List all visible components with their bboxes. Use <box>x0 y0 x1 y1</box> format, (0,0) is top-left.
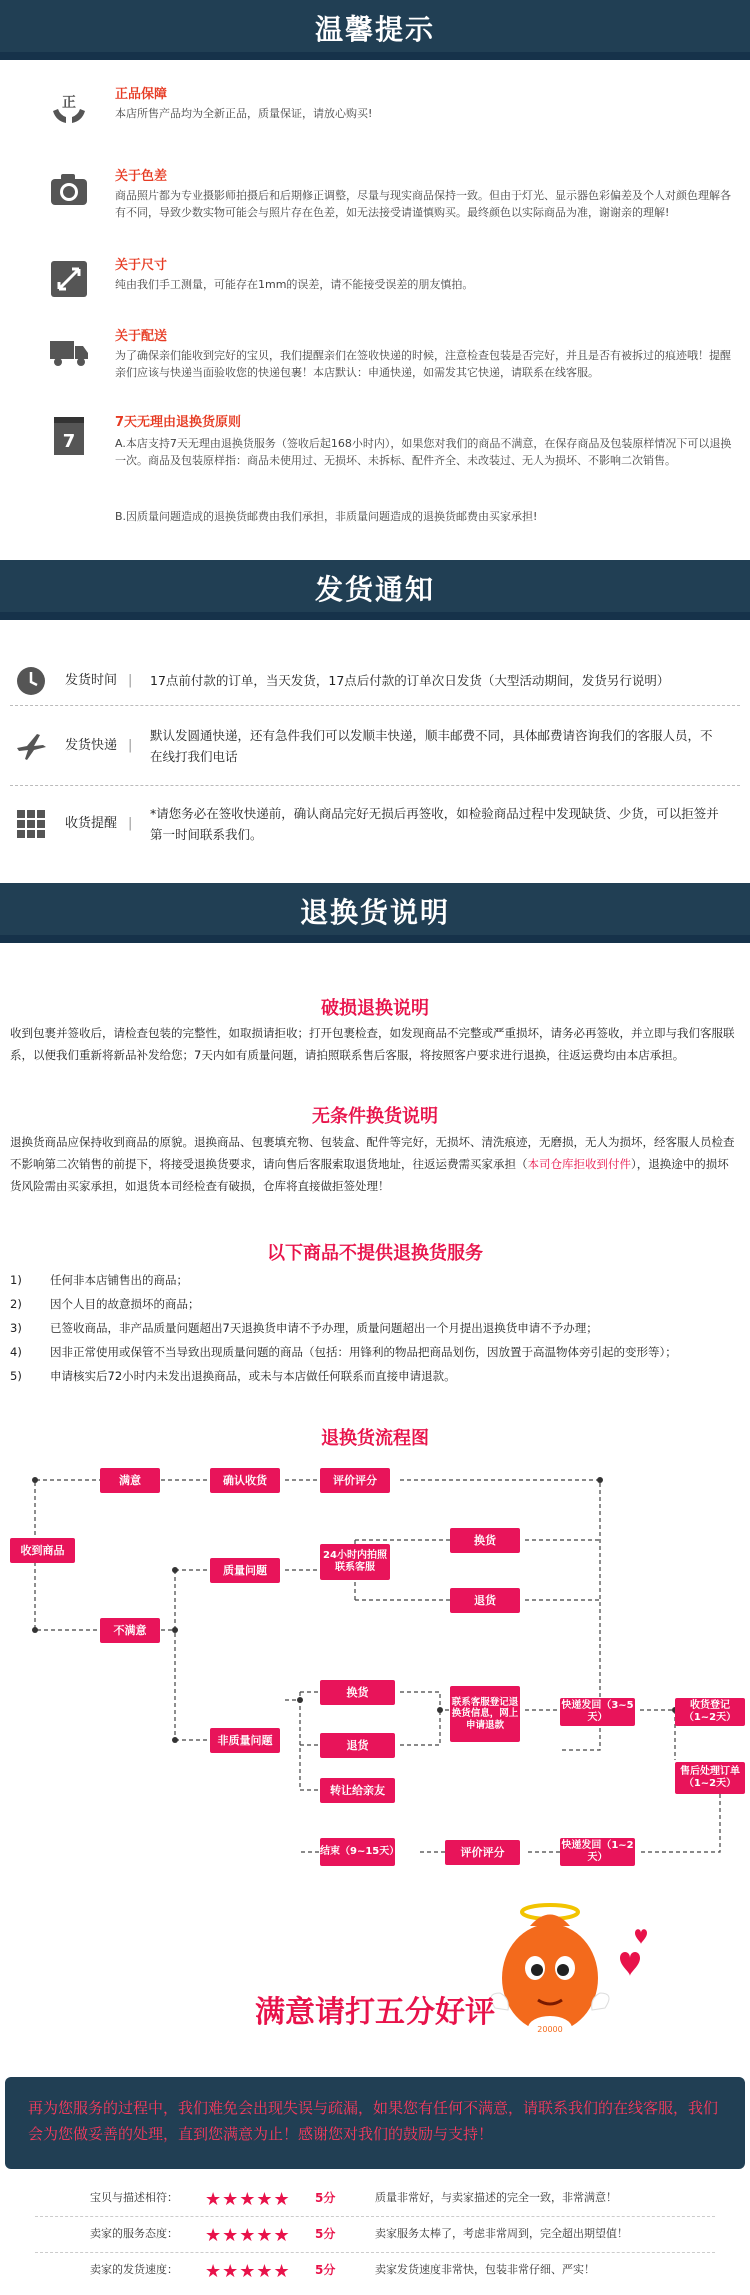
divider <box>35 2252 715 2253</box>
notice-title: 7天无理由退换货原则 <box>115 415 242 430</box>
noreason-text <box>10 1132 740 1198</box>
grid-icon <box>15 808 47 840</box>
list-num: 5) <box>10 1369 22 1383</box>
list-text: 申请核实后72小时内未发出退换商品，或未与本店做任何联系而直接申请退款。 <box>50 1369 456 1383</box>
divider <box>35 2216 715 2217</box>
flow-after-sale: 售后处理订单（1~2天） <box>675 1762 745 1794</box>
list-num: 4) <box>10 1345 22 1359</box>
notice-color <box>48 167 738 237</box>
notice-title: 关于尺寸 <box>115 258 168 273</box>
rating-score: 5分 <box>315 2191 336 2205</box>
stars-icon: ★★★★★ <box>205 2189 291 2210</box>
ratings-table <box>35 2180 715 2285</box>
genuine-icon <box>48 87 90 129</box>
flow-receive-reg: 收货登记（1~2天） <box>675 1698 745 1726</box>
stars-icon: ★★★★★ <box>205 2225 291 2246</box>
rating-score: 5分 <box>315 2227 336 2241</box>
notice-7day <box>48 413 738 533</box>
divider <box>10 785 740 786</box>
ship-text: 默认发圆通快递，还有急件我们可以发顺丰快递，顺丰邮费不同，具体邮费请咨询我们的客服人员，不在线打我们电话 <box>150 728 713 764</box>
flow-unsatisfied: 不满意 <box>100 1618 160 1643</box>
ship-label: 发货快递 <box>65 738 118 753</box>
clock-icon <box>15 665 47 697</box>
rating-row <box>35 2222 750 2250</box>
ship-text: *请您务必在签收快递前，确认商品完好无损后再签收，如检验商品过程中发现缺货、少货，可以拒签并第一时间联系我们。 <box>150 806 719 842</box>
damage-text: 收到包裹并签收后，请检查包装的完整性，如取损请拒收；打开包裹检查，如发现商品不完整或严重损坏，请务必再签收，并立即与我们客服联系，以便我们重新将新品补发给您；7天内如有质量问题，请拍照联系售后客服，将按照客户要求进行退换，往返运费均由本店承担。 <box>10 1026 735 1062</box>
flow-transfer: 转让给亲友 <box>320 1778 395 1803</box>
flow-refund: 退货 <box>450 1588 520 1613</box>
flow-rate: 评价评分 <box>320 1468 390 1493</box>
rating-comment: 卖家服务太棒了，考虑非常周到，完全超出期望值！ <box>375 2227 628 2240</box>
flow-ship-back2: 快递发回（1~2天） <box>560 1838 635 1866</box>
flow-satisfied: 满意 <box>100 1468 160 1493</box>
review-headline: 满意请打五分好评 <box>255 1995 495 2030</box>
notice-body: 商品照片都为专业摄影师拍摄后和后期修正调整，尽量与现实商品保持一致。但由于灯光、显示器色彩偏差及个人对颜色理解各有不同，导致少数实物可能会与照片存在色差，如无法接受请谨慎购买。最终颜色以实际商品为准，谢谢亲的理解! <box>115 189 731 220</box>
flow-title: 退换货流程图 <box>321 1428 429 1449</box>
notice-title: 关于配送 <box>115 329 168 344</box>
rating-comment: 卖家发货速度非常快，包装非常仔细、严实！ <box>375 2263 595 2276</box>
notice-size <box>48 256 738 306</box>
rating-label: 卖家的发货速度： <box>90 2263 178 2276</box>
noreason-title: 无条件换货说明 <box>312 1106 438 1127</box>
seven-day-icon <box>48 415 90 457</box>
rating-label: 宝贝与描述相符： <box>90 2191 178 2204</box>
flow-quality: 质量问题 <box>210 1558 280 1583</box>
ship-label: 收货提醒 <box>65 816 118 831</box>
flow-exchange: 换货 <box>450 1528 520 1553</box>
mascot-badge: 20000 <box>537 2025 563 2034</box>
list-num: 2) <box>10 1297 22 1311</box>
truck-icon <box>48 329 90 371</box>
ship-bracket: | <box>128 673 133 688</box>
divider <box>10 705 740 706</box>
ship-row-express <box>15 720 735 776</box>
shipping-banner: 发货通知 <box>0 560 750 620</box>
tips-banner: 温馨提示 <box>0 0 750 60</box>
list-text: 因个人目的故意损坏的商品； <box>50 1297 200 1311</box>
flow-contact24: 24小时内拍照联系客服 <box>320 1544 390 1580</box>
flow-end: 结束（9~15天） <box>320 1838 395 1866</box>
flow-confirm: 确认收货 <box>210 1468 280 1493</box>
flow-ship-back: 快递发回（3~5天） <box>560 1698 635 1726</box>
rating-label: 卖家的服务态度： <box>90 2227 178 2240</box>
flow-nonquality: 非质量问题 <box>210 1728 280 1753</box>
svg-text:7: 7 <box>62 431 76 452</box>
svg-text:正: 正 <box>62 95 76 111</box>
notice-body: 纯由我们手工测量，可能存在1mm的误差，请不能接受误差的朋友慎拍。 <box>115 278 474 291</box>
ship-bracket: | <box>128 816 133 831</box>
flow-record: 联系客服登记退换货信息，网上申请退款 <box>450 1686 520 1742</box>
ship-text: 17点前付款的订单，当天发货，17点后付款的订单次日发货（大型活动期间，发货另行说明） <box>150 673 670 688</box>
noreason-text-b: ），退换途中的损坏货风险需由买家承担，如退货本司经检查有破损，仓库将直接做拒签处理！ <box>10 1156 729 1193</box>
noreason-red: 本司仓库拒收到付件 <box>527 1156 631 1171</box>
list-num: 3) <box>10 1321 22 1335</box>
notice-title: 正品保障 <box>115 87 168 102</box>
flow-refund2: 退货 <box>320 1733 395 1758</box>
flow-rate2: 评价评分 <box>445 1840 520 1865</box>
notice-body: 本店所售产品均为全新正品，质量保证，请放心购买! <box>115 107 373 120</box>
ship-row-time <box>15 655 735 711</box>
flow-received: 收到商品 <box>10 1538 75 1563</box>
returns-banner: 退换货说明 <box>0 883 750 943</box>
ship-label: 发货时间 <box>65 673 118 688</box>
notice-delivery <box>48 327 738 407</box>
plane-icon <box>15 730 47 762</box>
damage-title: 破损退换说明 <box>321 998 429 1019</box>
rating-row <box>35 2186 750 2214</box>
list-text: 已签收商品，非产品质量问题超出7天退换货申请不予办理，质量问题超出一个月提出退换货申请不予办理； <box>50 1321 598 1335</box>
list-text: 因非正常使用或保管不当导致出现质量问题的商品（包括：用锋利的物品把商品划伤，因放置于高温物体旁引起的变形等）； <box>50 1345 677 1359</box>
stars-icon: ★★★★★ <box>205 2261 291 2282</box>
notice-body: A.本店支持7天无理由退换货服务（签收后起168小时内），如果您对我们的商品不满意，在保存商品及包装原样情况下可以退换一次。商品及包装原样指：商品未使用过、无损坏、未拆标、配件齐全、未改装过、无人为损坏、不影响二次销售。 <box>115 437 732 468</box>
measure-icon <box>48 258 90 300</box>
ship-bracket: | <box>128 738 133 753</box>
list-text: 任何非本店铺售出的商品； <box>50 1273 188 1287</box>
noreason-text-a: 退换货商品应保持收到商品的原貌。退换商品、包裹填充物、包装盒、配件等完好，无损坏、清洗痕迹，无磨损，无人为损坏，经客服人员检查不影响第二次销售的前提下，将接受退换货要求，请向售后客服索取退货地址，往返运费需买家承担（ <box>10 1135 735 1171</box>
list-num: 1) <box>10 1273 22 1287</box>
rating-score: 5分 <box>315 2263 336 2277</box>
camera-icon <box>48 169 90 211</box>
notice-genuine <box>48 85 738 145</box>
rating-row <box>35 2258 750 2286</box>
ship-row-receipt <box>15 798 735 854</box>
notice-body-b: B.因质量问题造成的退换货邮费由我们承担，非质量问题造成的退换货邮费由买家承担! <box>115 510 538 523</box>
flow-exchange2: 换货 <box>320 1680 395 1705</box>
no-service-title: 以下商品不提供退换货服务 <box>267 1243 483 1264</box>
message-text: 再为您服务的过程中，我们难免会出现失误与疏漏，如果您有任何不满意，请联系我们的在线客服，我们会为您做妥善的处理，直到您满意为止！感谢您对我们的鼓励与支持！ <box>28 2099 719 2144</box>
notice-title: 关于色差 <box>115 169 168 184</box>
notice-body: 为了确保亲们能收到完好的宝贝，我们提醒亲们在签收快递的时候，注意检查包装是否完好，并且是否有被拆过的痕迹哦！提醒亲们应该与快递当面验收您的快递包裹！本店默认：申通快递，如需发其它快递，请联系在线客服。 <box>115 349 731 380</box>
rating-comment: 质量非常好，与卖家描述的完全一致，非常满意！ <box>375 2191 617 2204</box>
